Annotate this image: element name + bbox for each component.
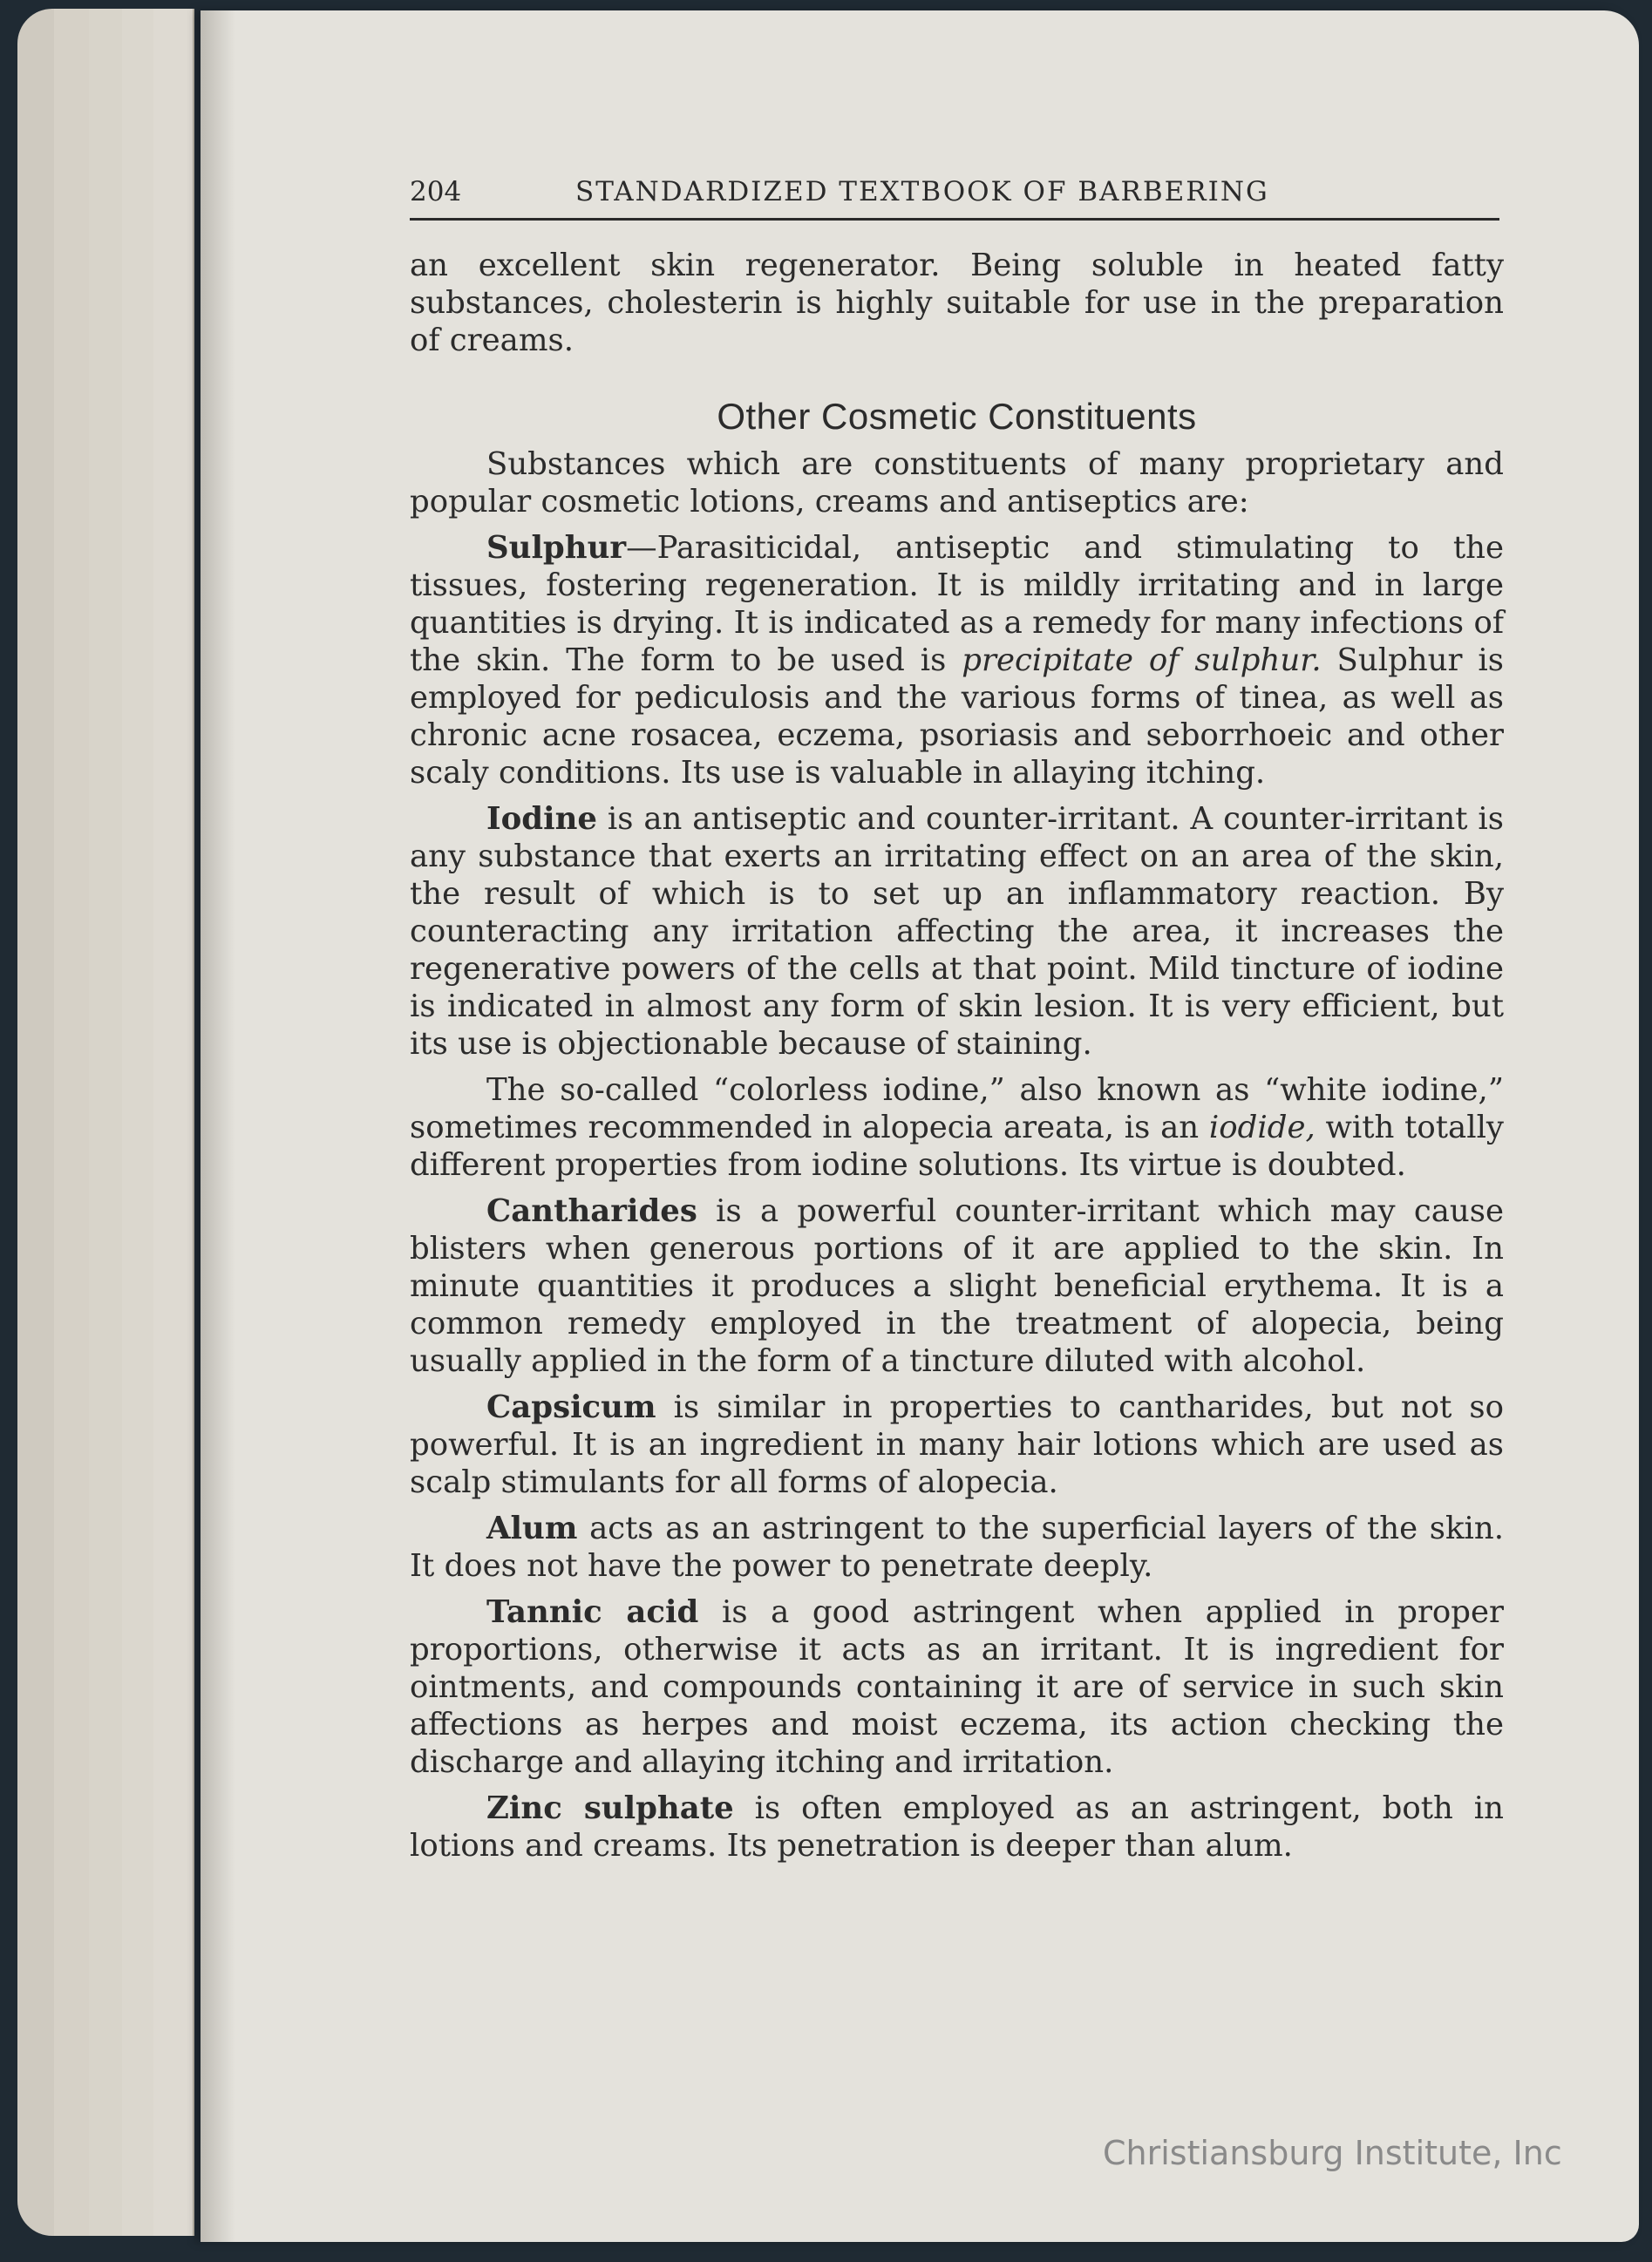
paragraph-colorless-iodine	[410, 1071, 1504, 1184]
paragraph-cantharides	[410, 1192, 1504, 1380]
page-number: 204	[410, 176, 462, 207]
paragraph-zinc-sulphate	[410, 1790, 1504, 1865]
capsicum-text: is similar in properties to cantharides, but not so powerful. It is an ingredient in many hair lotions which are used as scalp stimulants for all forms of alopecia.	[410, 1389, 1504, 1500]
term-cantharides: Cantharides	[486, 1193, 697, 1229]
paragraph-tannic-acid	[410, 1593, 1504, 1781]
paragraph-iodine	[410, 800, 1504, 1063]
term-capsicum: Capsicum	[486, 1389, 656, 1425]
colorless-text-1: The so-called “colorless iodine,” also known as “white iodine,” sometimes recommended in alopecia areata, is an	[410, 1072, 1504, 1145]
term-tannic-acid: Tannic acid	[486, 1594, 699, 1630]
alum-text: acts as an astringent to the superficial layers of the skin. It does not have the power to penetrate deeply.	[410, 1511, 1504, 1584]
page-body	[410, 247, 1504, 1873]
section-title: Other Cosmetic Constituents	[717, 396, 1197, 437]
page-edge	[153, 9, 194, 2236]
sulphur-text-1: —Parasiticidal, antiseptic and stimulating to the tissues, fostering regeneration. It is mildly irritating and in large quantities is drying. It is indicated as a remedy for many infections of the skin. The form to be used is	[410, 530, 1504, 678]
colorless-italic: iodide,	[1208, 1110, 1315, 1145]
cantharides-text: is a powerful counter-irritant which may cause blisters when generous portions of it are applied to the skin. In minute quantities it produces a slight beneficial erythema. It is a common remedy employed in the treatment of alopecia, being usually applied in the form of a tincture diluted with alcohol.	[410, 1193, 1504, 1379]
colorless-text-2: with totally different properties from iodine solutions. Its virtue is doubted.	[410, 1110, 1504, 1183]
page-gutter-shadow	[201, 10, 235, 2242]
paragraph-alum	[410, 1510, 1504, 1585]
term-iodine: Iodine	[486, 801, 597, 837]
page-header	[410, 173, 1499, 221]
paragraph-capsicum	[410, 1389, 1504, 1501]
sulphur-text-2: Sulphur is employed for pediculosis and the various forms of tinea, as well as chronic acne rosacea, eczema, psoriasis and seborrhoeic and other scaly conditions. Its use is valuable in allaying itching.	[410, 642, 1504, 791]
watermark: Christiansburg Institute, Inc	[1103, 2134, 1562, 2172]
iodine-text: is an antiseptic and counter-irritant. A counter-irritant is any substance that exerts an irritating effect on an area of the skin, the result of which is to set up an inflammatory reaction. By counteracting any irritation affecting the area, it increases the regenerative powers of the cells at that point. Mild tincture of iodine is indicated in almost any form of skin lesion. It is very efficient, but its use is objectionable because of staining.	[410, 801, 1504, 1062]
term-alum: Alum	[486, 1511, 578, 1546]
zinc-text: is often employed as an astringent, both in lotions and creams. Its penetration is deeper than alum.	[410, 1790, 1504, 1864]
paragraph-intro: an excellent skin regenerator. Being soluble in heated fatty substances, cholesterin is highly suitable for use in the preparation of creams.	[410, 248, 1504, 358]
tannic-text: is a good astringent when applied in proper proportions, otherwise it acts as an irritant. It is ingredient for ointments, and compounds containing it are of service in such skin affections as herpes and moist eczema, its action checking the discharge and allaying itching and irritation.	[410, 1594, 1505, 1780]
page-edge	[17, 9, 58, 2236]
sulphur-italic: precipitate of sulphur.	[962, 642, 1322, 678]
term-sulphur: Sulphur	[486, 530, 627, 566]
running-title: STANDARDIZED TEXTBOOK OF BARBERING	[575, 176, 1269, 207]
paragraph-sulphur	[410, 529, 1504, 791]
term-zinc-sulphate: Zinc sulphate	[486, 1790, 734, 1826]
paragraph-substances: Substances which are constituents of many proprietary and popular cosmetic lotions, creams and antiseptics are:	[410, 446, 1504, 520]
